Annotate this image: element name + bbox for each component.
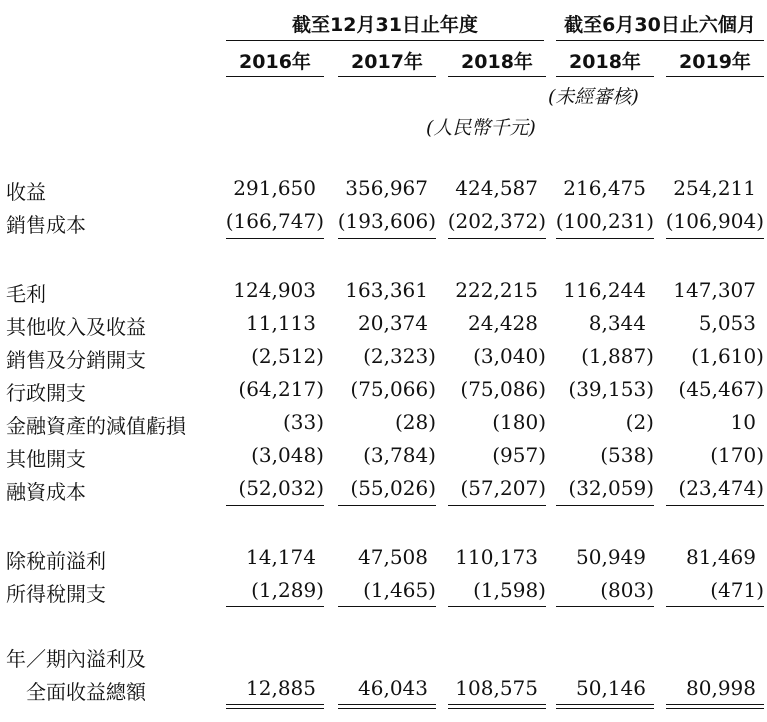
subtotal-rule — [338, 606, 436, 607]
row-label-selling-expenses: 銷售及分銷開支 — [6, 348, 146, 372]
cell-value: 291,650 — [233, 176, 316, 200]
col-rule — [556, 76, 654, 77]
col-rule — [448, 76, 546, 77]
cell-value: (106,904) — [665, 209, 764, 233]
row-label-finance-costs: 融資成本 — [6, 480, 86, 504]
total-label-line1: 年／期內溢利及 — [6, 647, 146, 671]
total-value: 46,043 — [358, 676, 428, 700]
total-value: 12,885 — [246, 676, 316, 700]
cell-value: 20,374 — [358, 311, 428, 335]
cell-value: (193,606) — [337, 209, 436, 233]
cell-value: (3,040) — [473, 344, 546, 368]
cell-value: (64,217) — [238, 377, 324, 401]
subtotal-rule — [556, 238, 654, 239]
cell-value: (957) — [492, 443, 546, 467]
total-label-line2: 全面收益總額 — [26, 680, 146, 704]
cell-value: 14,174 — [246, 545, 316, 569]
header-six-months: 截至6月30日止六個月 — [564, 14, 756, 36]
cell-value: 8,344 — [588, 311, 646, 335]
cell-value: (3,048) — [251, 443, 324, 467]
row-label-gross-profit: 毛利 — [6, 282, 46, 306]
unaudited-note: (未經審核) — [548, 86, 639, 108]
subtotal-rule — [226, 238, 324, 239]
cell-value: (3,784) — [363, 443, 436, 467]
subtotal-rule — [226, 505, 324, 506]
row-label-cost-of-sales: 銷售成本 — [6, 213, 86, 237]
cell-value: 163,361 — [345, 278, 428, 302]
cell-value: (471) — [710, 578, 764, 602]
cell-value: (2,323) — [363, 344, 436, 368]
column-header-2018-h1: 2018年 — [569, 51, 641, 73]
subtotal-rule — [448, 505, 546, 506]
cell-value: 50,949 — [576, 545, 646, 569]
subtotal-rule — [556, 505, 654, 506]
subtotal-rule — [338, 238, 436, 239]
cell-value: (55,026) — [350, 476, 436, 500]
column-header-2017: 2017年 — [351, 51, 423, 73]
subtotal-rule — [666, 238, 764, 239]
cell-value: 5,053 — [698, 311, 756, 335]
subtotal-rule — [448, 606, 546, 607]
cell-value: (33) — [282, 410, 324, 434]
cell-value: (23,474) — [678, 476, 764, 500]
total-value: 50,146 — [576, 676, 646, 700]
total-double-rule — [226, 704, 324, 709]
cell-value: (166,747) — [225, 209, 324, 233]
subtotal-rule — [226, 606, 324, 607]
cell-value: 11,113 — [246, 311, 316, 335]
subtotal-rule — [338, 505, 436, 506]
cell-value: 10 — [730, 410, 756, 434]
cell-value: 254,211 — [673, 176, 756, 200]
cell-value: 110,173 — [455, 545, 538, 569]
col-rule — [226, 76, 324, 77]
column-header-2016: 2016年 — [239, 51, 311, 73]
cell-value: (202,372) — [447, 209, 546, 233]
cell-value: (75,086) — [460, 377, 546, 401]
cell-value: (1,598) — [473, 578, 546, 602]
cell-value: (180) — [492, 410, 546, 434]
cell-value: (2) — [625, 410, 654, 434]
row-label-revenue: 收益 — [6, 180, 46, 204]
column-header-2018: 2018年 — [461, 51, 533, 73]
row-label-impairment: 金融資產的減值虧損 — [6, 414, 186, 438]
total-value: 80,998 — [686, 676, 756, 700]
cell-value: 116,244 — [563, 278, 646, 302]
col-rule — [338, 76, 436, 77]
cell-value: (39,153) — [568, 377, 654, 401]
cell-value: (1,289) — [251, 578, 324, 602]
subtotal-rule — [556, 606, 654, 607]
subtotal-rule — [666, 505, 764, 506]
subtotal-rule — [666, 606, 764, 607]
cell-value: (538) — [600, 443, 654, 467]
cell-value: 216,475 — [563, 176, 646, 200]
row-label-admin-expenses: 行政開支 — [6, 381, 86, 405]
cell-value: 147,307 — [673, 278, 756, 302]
cell-value: 356,967 — [345, 176, 428, 200]
cell-value: (32,059) — [568, 476, 654, 500]
total-double-rule — [666, 704, 764, 709]
cell-value: (100,231) — [555, 209, 654, 233]
currency-note: (人民幣千元) — [426, 117, 536, 139]
cell-value: (170) — [710, 443, 764, 467]
cell-value: (57,207) — [460, 476, 546, 500]
cell-value: 24,428 — [468, 311, 538, 335]
total-double-rule — [338, 704, 436, 709]
cell-value: (28) — [394, 410, 436, 434]
cell-value: 222,215 — [455, 278, 538, 302]
cell-value: (45,467) — [678, 377, 764, 401]
row-label-profit-before-tax: 除稅前溢利 — [6, 549, 106, 573]
cell-value: 81,469 — [686, 545, 756, 569]
cell-value: 47,508 — [358, 545, 428, 569]
cell-value: (52,032) — [238, 476, 324, 500]
cell-value: (2,512) — [251, 344, 324, 368]
cell-value: 124,903 — [233, 278, 316, 302]
col-rule — [666, 76, 764, 77]
cell-value: (1,887) — [581, 344, 654, 368]
cell-value: 424,587 — [455, 176, 538, 200]
row-label-income-tax: 所得稅開支 — [6, 582, 106, 606]
subtotal-rule — [448, 238, 546, 239]
total-double-rule — [448, 704, 546, 709]
header-year-end: 截至12月31日止年度 — [292, 14, 478, 36]
row-label-other-income: 其他收入及收益 — [6, 315, 146, 339]
cell-value: (1,465) — [363, 578, 436, 602]
cell-value: (1,610) — [691, 344, 764, 368]
header-rule-year-end — [226, 40, 544, 41]
header-rule-six-months — [556, 40, 764, 41]
cell-value: (75,066) — [350, 377, 436, 401]
row-label-other-expenses: 其他開支 — [6, 447, 86, 471]
column-header-2019-h1: 2019年 — [679, 51, 751, 73]
total-double-rule — [556, 704, 654, 709]
cell-value: (803) — [600, 578, 654, 602]
total-value: 108,575 — [455, 676, 538, 700]
